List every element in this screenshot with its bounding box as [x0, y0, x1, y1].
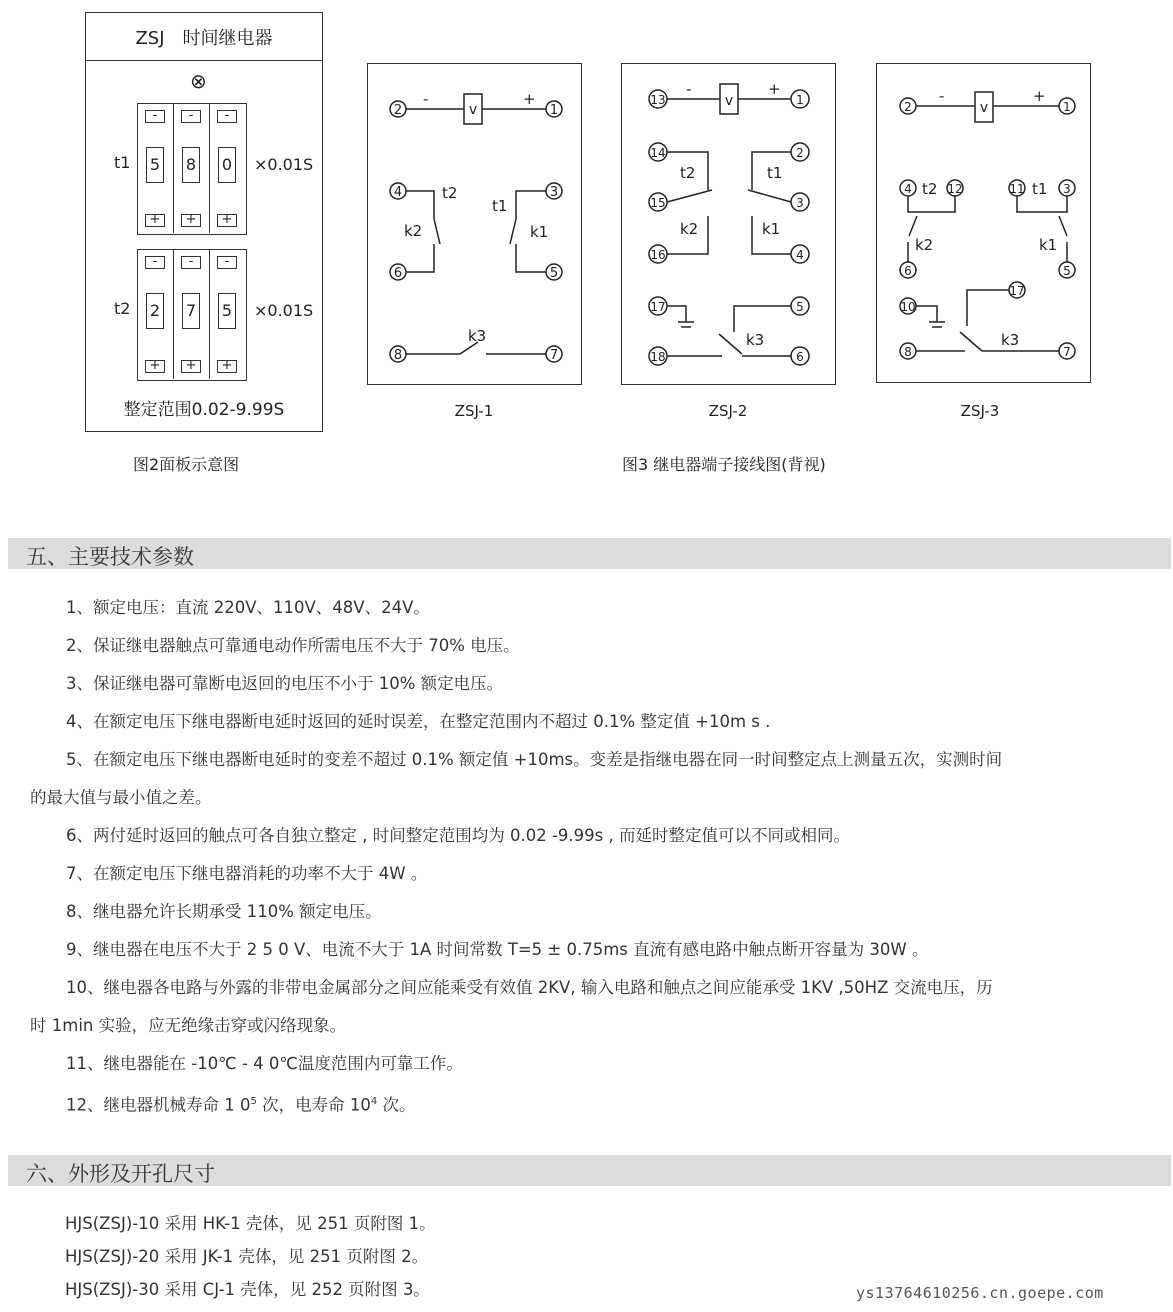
- item12-exp2: 4: [370, 1096, 378, 1107]
- section-heading-bar: [8, 1155, 1171, 1186]
- t2-dial-2[interactable]: [174, 250, 210, 379]
- panel-caption: 图2面板示意图: [133, 455, 240, 474]
- t2-dial-3[interactable]: [210, 250, 246, 379]
- setting-range: 整定范围0.02-9.99S: [123, 400, 285, 420]
- plus: +: [1033, 87, 1046, 105]
- terminal: 1: [796, 93, 804, 107]
- spec-list: [30, 589, 1170, 1125]
- increment-button[interactable]: +: [181, 360, 201, 373]
- terminal: 1: [1063, 100, 1071, 114]
- spec-item: 11、继电器能在 -10℃ - 4 0℃温度范围内可靠工作。: [66, 1054, 463, 1073]
- coil: v: [979, 100, 989, 116]
- relay-panel: [85, 12, 323, 432]
- contact-label: t2: [680, 164, 696, 182]
- contact-label: t1: [1032, 180, 1048, 198]
- wiring-zsj-3: [876, 63, 1091, 383]
- spec-item: 8、继电器允许长期承受 110% 额定电压。: [66, 902, 382, 921]
- terminal: 2: [393, 103, 403, 118]
- terminal: 4: [904, 182, 912, 196]
- terminal: 5: [549, 266, 559, 281]
- t2-unit: ×0.01S: [254, 301, 314, 320]
- spec-item: 1、额定电压：直流 220V、110V、48V、24V。: [66, 598, 430, 617]
- t1-dial-1[interactable]: [138, 104, 174, 233]
- terminal: 16: [650, 248, 666, 262]
- dimension-line: HJS(ZSJ)-10 采用 HK-1 壳体，见 251 页附图 1。: [65, 1214, 436, 1233]
- terminal: 3: [1063, 182, 1071, 196]
- dial-digit: 5: [146, 147, 164, 183]
- terminal: 4: [393, 185, 403, 200]
- t2-label: t2: [114, 299, 131, 318]
- spec-item: 6、两付延时返回的触点可各自独立整定 , 时间整定范围均为 0.02 -9.99s , 而延时整定值可以不同或相同。: [66, 826, 850, 845]
- increment-button[interactable]: +: [145, 360, 165, 373]
- contact-label: t2: [922, 180, 938, 198]
- contact-label: k2: [680, 220, 699, 238]
- terminal: 17: [650, 300, 666, 314]
- contact-label: t1: [767, 164, 783, 182]
- dimension-line: HJS(ZSJ)-20 采用 JK-1 壳体，见 251 页附图 2。: [65, 1247, 429, 1266]
- spec-item: 9、继电器在电压不大于 2 5 0 V、电流不大于 1A 时间常数 T=5 ± 0.75ms 直流有感电路中触点断开容量为 30W 。: [66, 940, 929, 959]
- spec-item: 3、保证继电器可靠断电返回的电压不小于 10% 额定电压。: [66, 674, 504, 693]
- terminal: 8: [393, 348, 403, 363]
- item12-exp1: 5: [250, 1096, 257, 1107]
- coil: v: [724, 93, 734, 109]
- terminal: 1: [549, 103, 559, 118]
- spec-item: [30, 1083, 1170, 1125]
- t2-dial-1[interactable]: [138, 250, 174, 379]
- contact-label: k1: [530, 223, 549, 241]
- terminal: 3: [549, 185, 559, 200]
- wiring-zsj-2: [621, 63, 836, 385]
- contact-label: k3: [468, 327, 487, 345]
- spec-item: 2、保证继电器触点可靠通电动作所需电压不大于 70% 电压。: [66, 636, 520, 655]
- terminal: 10: [900, 300, 916, 314]
- t1-label: t1: [114, 153, 131, 172]
- contact-label: k2: [404, 222, 423, 240]
- knob-icon: ⊗: [190, 69, 207, 93]
- t2-dial-group: [137, 249, 247, 381]
- contact-label: k1: [762, 220, 781, 238]
- contact-label: k3: [1001, 331, 1020, 349]
- dial-digit: 7: [182, 293, 200, 329]
- section-heading-bar: [8, 538, 1171, 569]
- t1-dial-2[interactable]: [174, 104, 210, 233]
- contact-label: t1: [492, 197, 508, 215]
- item12-suffix: 次。: [382, 1095, 416, 1115]
- decrement-button[interactable]: -: [181, 110, 201, 123]
- terminal: 5: [796, 300, 804, 314]
- terminal: 8: [904, 345, 912, 359]
- panel-title: ZSJ 时间继电器: [86, 13, 322, 61]
- minus: -: [686, 80, 692, 98]
- watermark: ys13764610256.cn.goepe.com: [856, 1284, 1104, 1302]
- dial-digit: 2: [146, 293, 164, 329]
- decrement-button[interactable]: -: [145, 110, 165, 123]
- decrement-button[interactable]: -: [217, 110, 237, 123]
- terminal: 2: [796, 146, 804, 160]
- minus: -: [939, 87, 945, 105]
- spec-item-continued: 时 1min 实验，应无绝缘击穿或闪络现象。: [30, 1016, 347, 1035]
- dial-digit: 0: [218, 147, 236, 183]
- wiring-zsj-1-svg: [368, 64, 583, 386]
- wiring-zsj-3-svg: [877, 64, 1092, 384]
- plus: +: [768, 80, 781, 98]
- terminal: 4: [796, 248, 804, 262]
- terminal: 7: [1063, 345, 1071, 359]
- wiring-caption: 图3 继电器端子接线图(背视): [622, 455, 826, 474]
- t1-dial-group: [137, 103, 247, 235]
- increment-button[interactable]: +: [217, 360, 237, 373]
- terminal: 6: [904, 264, 912, 278]
- terminal: 17: [1009, 284, 1025, 298]
- section-heading: 五、主要技术参数: [26, 545, 194, 569]
- wiring-zsj-1: [367, 63, 582, 385]
- terminal: 3: [796, 196, 804, 210]
- contact-label: k1: [1039, 236, 1058, 254]
- terminal: 14: [650, 146, 666, 160]
- terminal: 18: [650, 350, 666, 364]
- section-heading: 六、外形及开孔尺寸: [26, 1162, 215, 1186]
- increment-button[interactable]: +: [145, 214, 165, 227]
- dial-digit: 8: [182, 147, 200, 183]
- terminal: 15: [650, 196, 666, 210]
- terminal: 12: [947, 182, 963, 196]
- plus: +: [523, 90, 536, 108]
- decrement-button[interactable]: -: [217, 256, 237, 269]
- spec-item-continued: 的最大值与最小值之差。: [30, 788, 212, 807]
- diagram-label: ZSJ-1: [454, 402, 494, 420]
- decrement-button[interactable]: -: [181, 256, 201, 269]
- decrement-button[interactable]: -: [145, 256, 165, 269]
- contact-label: k3: [746, 331, 765, 349]
- increment-button[interactable]: +: [217, 214, 237, 227]
- terminal: 2: [904, 100, 912, 114]
- dimension-line: HJS(ZSJ)-30 采用 CJ-1 壳体，见 252 页附图 3。: [65, 1280, 430, 1299]
- minus: -: [423, 90, 429, 108]
- contact-label: t2: [442, 184, 458, 202]
- t1-unit: ×0.01S: [254, 155, 314, 174]
- terminal: 13: [650, 93, 666, 107]
- diagram-label: ZSJ-3: [960, 402, 1000, 420]
- item12-mid: 次，电寿命 10: [262, 1095, 371, 1115]
- spec-item: 10、继电器各电路与外露的非带电金属部分之间应能乘受有效值 2KV, 输入电路和触点之间应能承受 1KV ,50HZ 交流电压，历: [66, 978, 993, 997]
- terminal: 7: [549, 348, 559, 363]
- coil: v: [468, 102, 478, 118]
- item12-prefix: 12、继电器机械寿命 1 0: [66, 1095, 251, 1115]
- wiring-zsj-2-svg: [622, 64, 837, 386]
- terminal: 11: [1009, 182, 1025, 196]
- terminal: 6: [796, 350, 804, 364]
- terminal: 6: [393, 266, 403, 281]
- spec-item: 5、在额定电压下继电器断电延时的变差不超过 0.1% 额定值 +10ms。变差是指继电器在同一时间整定点上测量五次，实测时间: [66, 750, 1003, 769]
- spec-item: 7、在额定电压下继电器消耗的功率不大于 4W 。: [66, 864, 428, 883]
- spec-item: 4、在额定电压下继电器断电延时返回的延时误差，在整定范围内不超过 0.1% 整定值 +10m s .: [66, 712, 771, 731]
- diagram-label: ZSJ-2: [708, 402, 748, 420]
- terminal: 5: [1063, 264, 1071, 278]
- increment-button[interactable]: +: [181, 214, 201, 227]
- dial-digit: 5: [218, 293, 236, 329]
- t1-dial-3[interactable]: [210, 104, 246, 233]
- contact-label: k2: [915, 236, 934, 254]
